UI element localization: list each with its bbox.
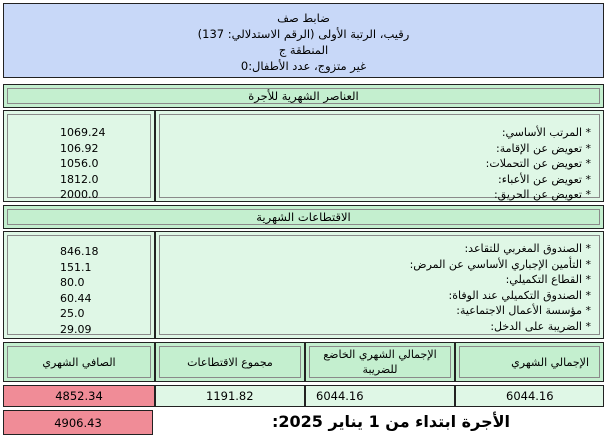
employee-header	[3, 3, 604, 78]
net-monthly-header: الصافي الشهري	[3, 342, 155, 382]
deduction-value: 151.1	[60, 260, 92, 274]
employee-family-status: غير متزوج، عدد الأطفال:0	[240, 59, 367, 73]
gross-monthly-header: الإجمالي الشهري	[455, 342, 604, 382]
component-value: 2000.0	[60, 188, 99, 201]
deductions-labels-panel	[155, 231, 604, 339]
new-salary-label: الأجرة ابتداء من 1 يناير 2025:	[271, 412, 510, 431]
deductions-values-panel	[3, 231, 155, 339]
components-title: العناصر الشهرية للأجرة	[7, 88, 600, 104]
deduction-value: 846.18	[60, 245, 99, 258]
components-values-panel	[3, 110, 155, 202]
component-label: * تعويض عن الإقامة:	[496, 141, 591, 155]
component-value: 1056.0	[60, 157, 99, 170]
net-monthly-value: 4852.34	[3, 385, 155, 407]
deduction-label: * الصندوق التكميلي عند الوفاة:	[448, 288, 591, 302]
components-labels-panel	[155, 110, 604, 202]
component-label: * تعويض عن التحملات:	[485, 157, 591, 170]
deduction-label: * مؤسسة الأعمال الاجتماعية:	[456, 304, 591, 317]
deduction-value: 80.0	[60, 276, 85, 289]
deduction-label: * الضريبة على الدخل:	[490, 319, 591, 333]
taxable-gross-header: الإجمالي الشهري الخاضع للضريبة	[305, 342, 455, 382]
employee-category: ضابط صف	[277, 11, 330, 25]
component-label: * المرتب الأساسي:	[501, 126, 591, 139]
new-salary-value: 4906.43	[3, 410, 153, 435]
deduction-value: 60.44	[60, 291, 92, 305]
deduction-label: * الصندوق المغربي للتقاعد:	[464, 242, 591, 255]
deductions-section-header	[3, 205, 604, 229]
taxable-gross-value: 6044.16	[305, 385, 455, 407]
deduction-label: * التأمين الإجباري الأساسي عن المرض:	[409, 257, 591, 271]
gross-monthly-value: 6044.16	[455, 385, 604, 407]
component-label: * تعويض عن الأعباء:	[498, 172, 591, 186]
total-deductions-header: مجموع الاقتطاعات	[155, 342, 305, 382]
components-section-header	[3, 84, 604, 108]
component-value: 1812.0	[60, 172, 99, 186]
total-deductions-value: 1191.82	[155, 385, 305, 407]
deductions-title: الاقتطاعات الشهرية	[7, 209, 600, 225]
deduction-label: * القطاع التكميلي:	[505, 273, 591, 286]
employee-rank: رقيب، الرتبة الأولى (الرقم الاستدلالي: 137)	[197, 27, 410, 41]
employee-zone: المنطقة ج	[278, 43, 329, 57]
component-value: 106.92	[60, 141, 99, 155]
component-label: * تعويض عن الحريق:	[493, 188, 591, 201]
component-value: 1069.24	[60, 126, 106, 139]
deduction-value: 29.09	[60, 322, 92, 336]
deduction-value: 25.0	[60, 307, 85, 320]
